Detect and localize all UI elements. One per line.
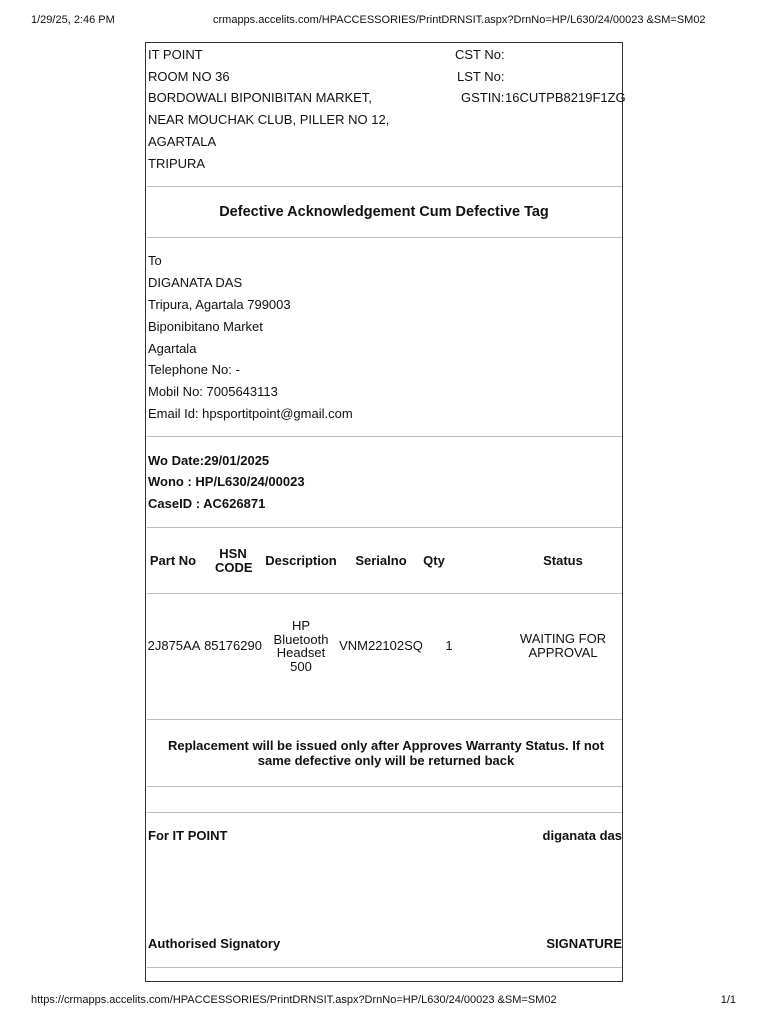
table-header-description: Description: [265, 553, 337, 568]
print-footer-url: https://crmapps.accelits.com/HPACCESSORIES/PrintDRNSIT.aspx?DrnNo=HP/L630/24/00023 &SM=SM02: [31, 994, 557, 1006]
recipient-telephone: Telephone No: -: [148, 362, 240, 377]
table-header-hsn-code-text: HSN CODE: [215, 546, 253, 575]
divider: [147, 812, 622, 813]
recipient-email: Email Id: hpsportitpoint@gmail.com: [148, 406, 353, 421]
cell-part-no: 2J875AA: [147, 638, 201, 653]
recipient-name: DIGANATA DAS: [148, 275, 243, 290]
gstin-label: GSTIN:: [461, 90, 505, 105]
gstin-value: 16CUTPB8219F1ZG: [505, 90, 626, 105]
to-label: To: [148, 253, 162, 268]
divider: [147, 527, 622, 528]
company-address-line: NEAR MOUCHAK CLUB, PILLER NO 12,: [148, 112, 390, 127]
cst-label: CST No:: [455, 47, 505, 62]
company-address-line: AGARTALA: [148, 134, 217, 149]
page-number: 1/1: [720, 994, 736, 1006]
lst-label: LST No:: [457, 69, 505, 84]
recipient-address-line: Agartala: [148, 341, 197, 356]
company-address-line: BORDOWALI BIPONIBITAN MARKET,: [148, 90, 372, 105]
table-header-status: Status: [543, 553, 583, 568]
cell-hsn-code: 85176290: [204, 638, 262, 653]
recipient-mobile: Mobil No: 7005643113: [148, 384, 278, 399]
replacement-note: Replacement will be issued only after Approves Warranty Status. If not same defective only will be returned back: [167, 738, 605, 768]
cell-description: HP Bluetooth Headset 500: [273, 618, 329, 674]
wo-number: Wono : HP/L630/24/00023: [148, 474, 305, 489]
print-footer: [0, 994, 768, 1010]
divider: [147, 786, 622, 787]
for-company: For IT POINT: [148, 828, 228, 843]
case-id: CaseID : AC626871: [148, 496, 266, 511]
cell-serial-no: VNM22102SQ: [339, 638, 423, 653]
print-header: [0, 14, 768, 30]
table-header-hsn-code: [204, 547, 262, 574]
customer-name: diganata das: [542, 828, 622, 843]
table-header-part-no: Part No: [149, 553, 197, 568]
company-address-line: ROOM NO 36: [148, 69, 230, 84]
authorised-signatory: Authorised Signatory: [148, 936, 281, 951]
print-timestamp: 1/29/25, 2:46 PM: [31, 14, 115, 26]
cell-status: WAITING FOR APPROVAL: [519, 631, 607, 660]
divider: [147, 967, 622, 968]
divider: [147, 719, 622, 720]
signature-label: SIGNATURE: [546, 936, 622, 951]
table-header-serialno: Serialno: [355, 553, 407, 568]
table-header-qty: Qty: [423, 553, 445, 568]
company-name: IT POINT: [148, 47, 203, 62]
wo-date: Wo Date:29/01/2025: [148, 453, 270, 468]
divider: [147, 186, 622, 187]
cell-qty: 1: [445, 638, 453, 653]
document-title: Defective Acknowledgement Cum Defective Tag: [219, 204, 549, 220]
divider: [147, 593, 622, 594]
print-url: crmapps.accelits.com/HPACCESSORIES/PrintDRNSIT.aspx?DrnNo=HP/L630/24/00023 &SM=SM02: [213, 14, 706, 26]
divider: [147, 436, 622, 437]
divider: [147, 237, 622, 238]
recipient-address-line: Biponibitano Market: [148, 319, 263, 334]
recipient-address-line: Tripura, Agartala 799003: [148, 297, 291, 312]
company-address-line: TRIPURA: [148, 156, 206, 171]
